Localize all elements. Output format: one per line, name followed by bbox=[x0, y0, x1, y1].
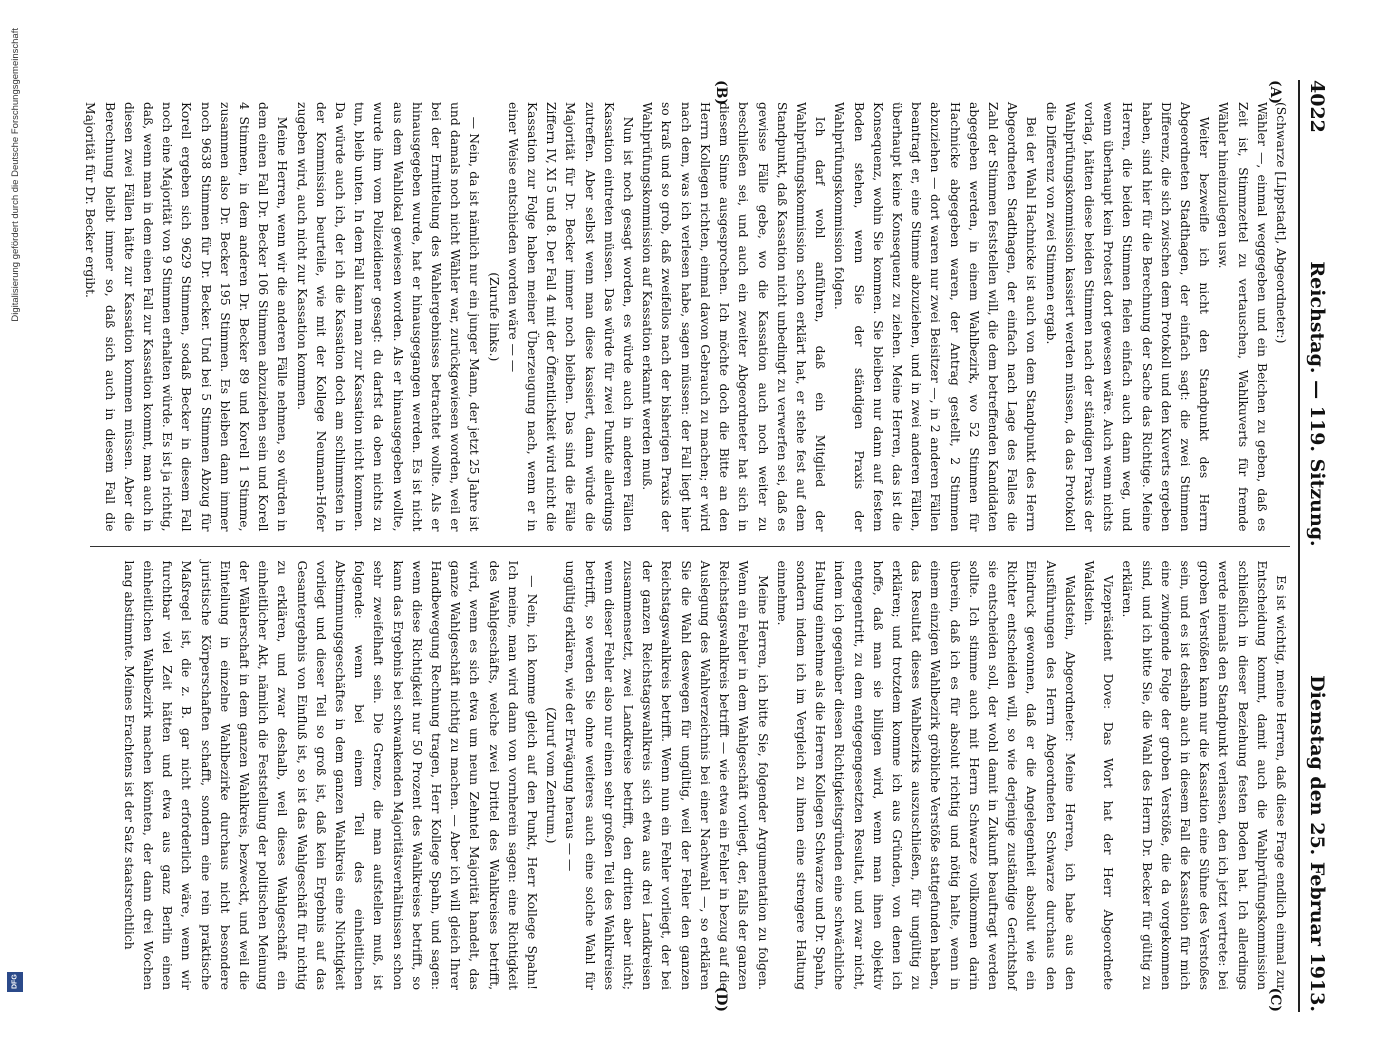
rotated-document-page bbox=[76, 40, 1338, 1040]
paragraph: Nun ist noch gesagt worden, es würde auch in anderen Fällen Kassation eintreten müssen. Das würde für zwei Punkte allerdings zutreffen. Aber selbst wenn man diese kassiert, dann würde die Majorität für Dr. Becker immer noch bleiben. Das sind die Fälle Ziffern IV, XI 5 und 8. Der Fall 4 mit der Öffentlichkeit wird nicht die Kassation zur Folge haben meiner Überzeugung nach, wenn er in einer Weise entschieden worden wäre — — bbox=[505, 102, 636, 532]
running-head-date: Dienstag den 25. Februar 1913. bbox=[1306, 675, 1328, 1012]
paragraph: Bei der Wahl Hachnicke ist auch von dem Standpunkt des Herrn Abgeordneten Stadthagen, der einfach nach Lage des Falles die Zahl der Stimmen feststellen will, die dem betreffenden Kandidaten abgegeben werden, in einem Wahlbezirk, wo 52 Stimmen für Hachnicke abgegeben waren, der Antrag gestellt, 2 Stimmen abzuziehen — dort waren nur zwei Beisitzer —, in 2 anderen Fällen beantragt er, eine Stimme abzuziehen, und in zwei anderen Fällen, überhaupt keine Konsequenz zu ziehen. Meine Herren, das ist die Konsequenz, wohin Sie kommen. Sie bleiben nur dann auf festem Boden stehen, wenn Sie der ständigen Praxis der Wahlprüfungskommission folgen. bbox=[832, 102, 1039, 532]
right-column bbox=[90, 547, 1290, 1013]
running-head-title: Reichstag. — 119. Sitzung. bbox=[1306, 261, 1328, 547]
running-head bbox=[1298, 80, 1330, 1012]
funding-note: Digitalisierung gefördert durch die Deutsche Forschungsgemeinschaft bbox=[9, 28, 21, 322]
paragraph: Waldstein, Abgeordneter: Meine Herren, ich habe aus den Ausführungen des Herrn Abgeordneten Schwarze durchaus den Eindruck gewonnen, daß er die Angelegenheit absolut wie ein Richter entscheiden will, so wie derjenige zuständige Gerichtshof sie entscheiden soll, der wohl damit in Zukunft beauftragt werden sollte. Ich stimme auch mit Herrn Schwarze vollkommen darin überein, daß ich es für absolut richtig und nötig halte, wenn in einem einzigen Wahlbezirk gröbliche Verstöße stattgefunden haben, das Resultat dieses Wahlbezirks auszuschließen, für ungültig zu erklären; und trotzdem komme ich aus Gründen, von denen ich hoffe, daß man sie billigen wird, wenn man ihnen objektiv entgegentritt, zu dem entgegengesetzten Resultat, und zwar nicht, indem ich gegenüber diesen Richtigkeitsgründen eine schwächliche Haltung einnehme als die Herren Kollegen Schwarze und Dr. Spahn, sondern indem ich im Vergleich zu ihnen eine strengere Haltung einnehme. bbox=[774, 560, 1077, 990]
paragraph: Es ist wichtig, meine Herren, daß diese Frage endlich einmal zur Entscheidung kommt, damit auch die Wahlprüfungskommission schließlich in dieser Beziehung festen Boden hat. Ich allerdings werde niemals den Standpunkt verlassen, den ich jetzt vertrete: bei groben Verstößen kann nur die Kassation eine Sühne des Verstoßes sein, und es ist deshalb auch in diesem Fall die Kassation für mich eine zwingende Folge der groben Verstöße, die da vorgekommen sind, und ich bitte Sie, die Wahl des Herrn Dr. Becker für gültig zu erklären. bbox=[1120, 560, 1288, 990]
paragraph: Vizepräsident Dove: Das Wort hat der Herr Abgeordnete Waldstein. bbox=[1081, 560, 1116, 990]
paragraph: — Nein, da ist nämlich nur ein junger Mann, der jetzt 25 Jahre ist und damals noch nicht Wähler war, zurückgewiesen worden, weil er bei der Ermittelung des Wahlergebnisses betrachtet wollte. Als er hinausgegeben wurde, hat er hinausgegangen werden. Es ist nicht aus dem Wahllokal gewiesen worden. Als er hinausgegeben wollte, wurde ihm vom Polizeidiener gesagt: du darfst da oben nichts zu tun, bleib unten. In dem Fall kann man zur Kassation nicht kommen. Da würde auch ich, der ich die Kassation doch am schlimmsten in der Kommission beurteile, wie mit der Kollege Neumann-Hofer zugeben wird, auch nicht zur Kassation kommen. bbox=[294, 102, 482, 532]
digitization-note bbox=[2, 28, 28, 1000]
paragraph: (Schwarze [Lippstadt], Abgeordneter:) bbox=[1274, 102, 1288, 344]
paragraph: Weiter bezweifle ich nicht den Standpunkt des Herrn Abgeordneten Stadthagen, der einfach sagt: die zwei Stimmen Differenz, die sich zwischen dem Protokoll und den Kuverts ergeben haben, sind hier für die Berechnung der Sache das Richtige. Meine Herren, die beiden Stimmen fielen einfach auch dann weg, und wenn überhaupt kein Protest dort gewesen wäre. Auch wenn nichts vorlag, hätten diese beiden Stimmen nach der ständigen Praxis der Wahlprüfungskommission kassiert werden müssen, da das Protokoll die Differenz von zwei Stimmen ergab. bbox=[1043, 102, 1212, 532]
paragraph: Ich darf wohl anführen, daß ein Mitglied der Wahlprüfungskommission schon erklärt hat, er stehe fest auf dem Standpunkt, daß Kassation nicht unbedingt zu verwerfen sei, daß es gewisse Fälle gebe, wo die Kassation auch noch weiter zu beschließen sei, und auch ein zweiter Abgeordneter hat sich in diesem Sinne ausgesprochen. Ich möchte doch die Bitte an den Herrn Kollegen richten, einmal davon Gebrauch zu machen; er wird nach dem, was ich verlesen habe, sagen müssen: der Fall liegt hier so kraß und so grob, daß zweifellos nach der bisherigen Praxis der Wahlprüfungskommission auf Kassation erkannt werden muß. bbox=[640, 102, 828, 532]
paragraph: (Zuruf vom Zentrum.) bbox=[544, 707, 559, 844]
margin-letter-b: (B) bbox=[713, 80, 729, 106]
left-column bbox=[83, 80, 1290, 547]
paragraph: (Zurufe links.) bbox=[486, 272, 501, 362]
margin-letter-a: (A) bbox=[1267, 80, 1283, 105]
margin-letter-c: (C) bbox=[1267, 987, 1283, 1012]
right-column-text bbox=[119, 561, 1290, 991]
paragraph: Meine Herren, ich bitte Sie, folgender Argumentation zu folgen. Wenn ein Fehler in dem Wahlgeschäft vorliegt, der, falls der ganzen Reichstagswahlkreis betrifft — wie etwa ein Fehler in bezug auf die Auslegung des Wahlverzeichnis bei einer Nachwahl —, so erklären Sie die Wahl deswegen für ungültig, weil der Fehler den ganzen Reichstagswahlkreis betrifft. Wenn nun ein Fehler vorliegt, der bei der ganzen Reichstagswahlkreis sich etwa aus drei Landkreisen zusammensetzt, zwei Landkreise betrifft, den dritten aber nicht; wenn dieser Fehler also nur einen sehr großen Teil des Wahlkreises betrifft, so werden Sie ohne weiteres auch eine solche Wahl für ungültig erklären, wie der Erwägung heraus — — bbox=[563, 560, 770, 990]
paragraph: — Nein, ich komme gleich auf den Punkt, Herr Kollege Spahn! Ich meine, man wird dann von vornherein sagen: eine Richtigkeit des Wahlgeschäfts, welche zwei Drittel des Wahlkreises betrifft, wird, wenn es sich etwa um neun Zehntel Majorität handelt, das ganze Wahlgeschäft nichtig zu machen. — Aber ich will gleich Ihrer Handbewegung Rechnung tragen, Herr Kollege Spahn, und sagen: wenn diese Richtigkeit nur 50 Prozent des Wahlkreises betrifft, so kann das Ergebnis bei schwankenden Majoritätsverhältnissen schon sehr zweifelhaft sein. Die Grenze, die man aufstellen muß, ist folgende: wenn bei einem Teil des einheitlichen Abstimmungsgeschäftes in dem ganzen Wahlkreis eine Nichtigkeit vorliegt und dieser Teil so groß ist, daß kein Ergebnis auf das Gesamtergebnis von Einfluß ist, so ist das Wahlgeschäft für nichtig zu erklären, und zwar deshalb, weil dieses Wahlgeschäft ein einheitlicher Akt, nämlich die Feststellung der politischen Meinung der Wählerschaft in dem ganzen Wahlkreis, bezweckt, und weil die Einteilung in einzelne Wahlbezirke durchaus nicht besondere juristische Körperschaften schafft, sondern eine rein praktische Maßregel ist, die z. B. gar nicht erforderlich wäre, wenn wir furchtbar viel Zeit hätten und etwa aus ganz Berlin einen einheitlichen Wahlbezirk machen könnten, der dann drei Wochen lang abstimmte. Meines Erachtens ist der Satz staatsrechtlich bbox=[121, 560, 540, 990]
left-column-text bbox=[80, 102, 1290, 532]
paragraph: Meine Herren, wenn wir die anderen Fälle nehmen, so würden in dem einen Fall Dr. Becker 106 Stimmen abzuziehen sein und Korell 4 Stimmen, in dem anderen Dr. Becker 89 und Korell 1 Stimme, zusammen also Dr. Becker 195 Stimmen. Es bleiben dann immer noch 9638 Stimmen für Dr. Becker. Und bei 5 Stimmen Abzug für Korell ergeben sich 9629 Stimmen, sodaß Becker in diesem Fall noch eine Majorität von 9 Stimmen erhalten würde. Es ist ja richtig, daß, wenn man in dem einen Fall zur Kassation kommt, man auch in diesen zwei Fällen hätte zur Kassation kommen müssen. Aber die Berechnung bleibt immer so, daß sich auch in diesem Fall die Majorität für Dr. Becker ergibt. bbox=[83, 102, 290, 532]
page-number: 4022 bbox=[1306, 80, 1328, 133]
paragraph: Wähler —, einmal weggegeben und ein Beichen zu geben, daß es Zeit ist, Stimmzettel zu vertauschen, Wahlkuverts für fremde Wähler hineinzulegen usw. bbox=[1216, 102, 1269, 532]
two-column-body bbox=[83, 80, 1290, 1012]
margin-letter-d: (D) bbox=[713, 986, 729, 1012]
dfg-logo-icon: DFG bbox=[7, 972, 23, 992]
